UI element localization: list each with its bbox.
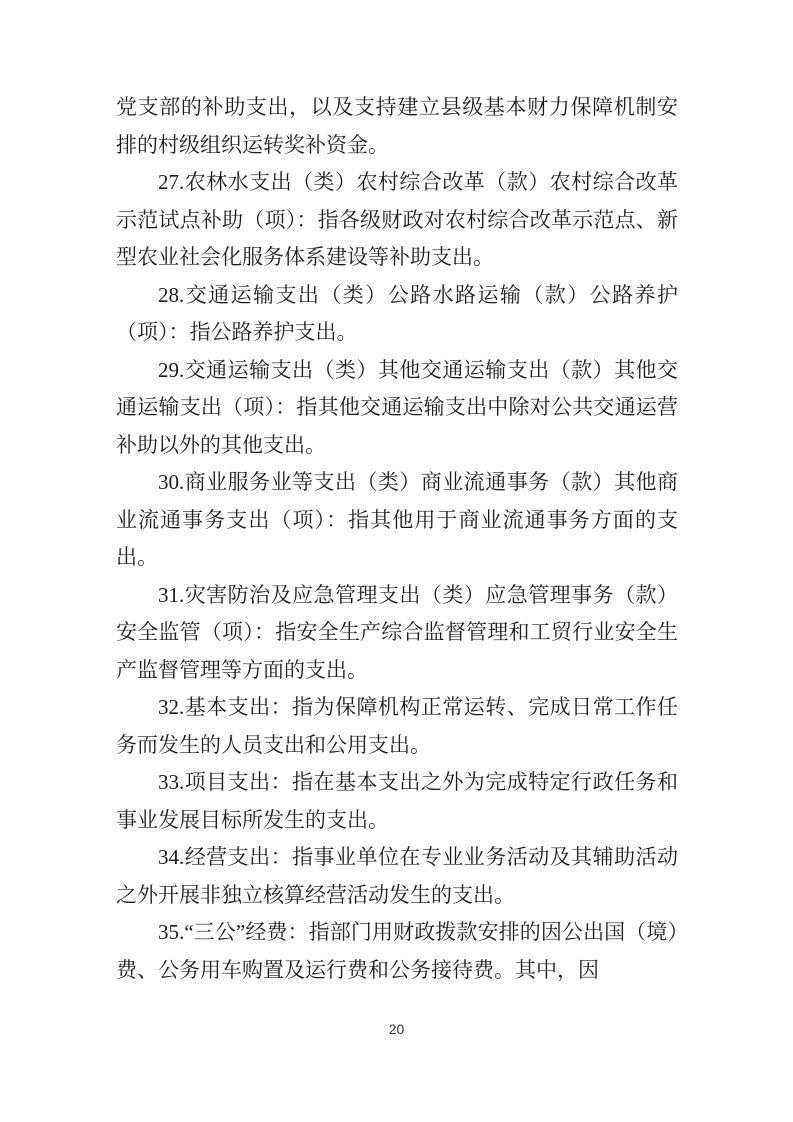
paragraph-item-32: 32.基本支出：指为保障机构正常运转、完成日常工作任务而发生的人员支出和公用支出。	[116, 695, 678, 757]
paragraph-item-27: 27.农林水支出（类）农村综合改革（款）农村综合改革示范试点补助（项）：指各级财政对农村综合改革示范点、新型农业社会化服务体系建设等补助支出。	[116, 170, 678, 269]
paragraph-item-29: 29.交通运输支出（类）其他交通运输支出（款）其他交通运输支出（项）：指其他交通运输支出中除对公共交通运营补助以外的其他支出。	[116, 357, 678, 457]
paragraph-continuation: 党支部的补助支出，以及支持建立县级基本财力保障机制安排的村级组织运转奖补资金。	[116, 95, 678, 157]
page-number: 20	[388, 1021, 405, 1037]
paragraph-item-35: 35.“三公”经费：指部门用财政拨款安排的因公出国（境）费、公务用车购置及运行费和公务接待费。其中，因	[116, 920, 678, 982]
paragraph-item-33: 33.项目支出：指在基本支出之外为完成特定行政任务和事业发展目标所发生的支出。	[116, 770, 678, 832]
paragraph-item-34: 34.经营支出：指事业单位在专业业务活动及其辅助活动之外开展非独立核算经营活动发生的支出。	[116, 845, 678, 907]
document-text-block	[116, 89, 678, 989]
paragraph-item-30: 30.商业服务业等支出（类）商业流通事务（款）其他商业流通事务支出（项）：指其他用于商业流通事务方面的支出。	[116, 470, 678, 569]
paragraph-item-31: 31.灾害防治及应急管理支出（类）应急管理事务（款）安全监管（项）：指安全生产综合监督管理和工贸行业安全生产监督管理等方面的支出。	[116, 582, 678, 682]
paragraph-item-28: 28.交通运输支出（类）公路水路运输（款）公路养护（项）：指公路养护支出。	[116, 282, 678, 344]
